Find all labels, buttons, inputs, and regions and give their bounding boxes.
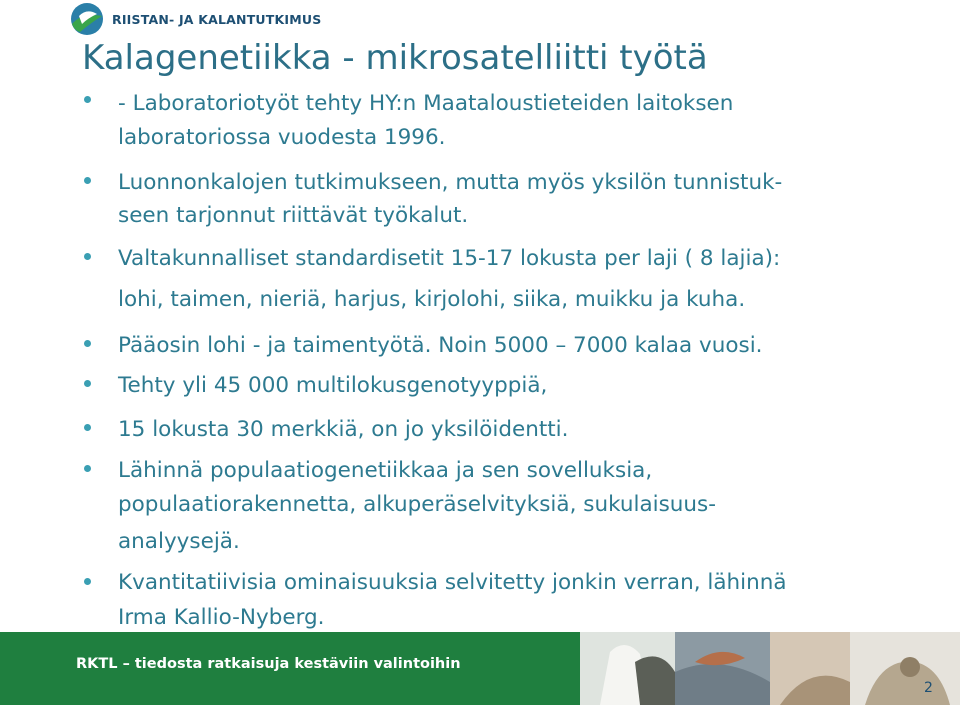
bullet: [84, 424, 91, 431]
bullet-line: Pääosin lohi - ja taimentyötä. Noin 5000 – 7000 kalaa vuosi.: [118, 333, 763, 358]
logo-text: RIISTAN- JA KALANTUTKIMUS: [112, 11, 322, 27]
bullet-line: Valtakunnalliset standardisetit 15-17 lokusta per laji ( 8 lajia):: [118, 246, 781, 271]
logo: [70, 2, 321, 36]
bullet: [84, 380, 91, 387]
bullet-line-continued: analyysejä.: [118, 529, 240, 554]
bullet-line-continued: seen tarjonnut riittävät työkalut.: [118, 203, 469, 228]
bullet-line: Luonnonkalojen tutkimukseen, mutta myös yksilön tunnistuk-: [118, 170, 783, 195]
bullet: [84, 96, 91, 103]
bullet-line-continued: populaatiorakennetta, alkuperäselvityksiä, sukulaisuus-: [118, 492, 717, 517]
bullet-line-continued: Irma Kallio-Nyberg.: [118, 605, 325, 630]
bullet: [84, 177, 91, 184]
bullet-line: Tehty yli 45 000 multilokusgenotyyppiä,: [118, 373, 548, 398]
slide-title: Kalagenetiikka - mikrosatelliitti työtä: [82, 38, 708, 78]
fish-circle-logo-icon: [70, 2, 104, 36]
nature-photo-strip: [580, 632, 960, 705]
bullet: [84, 340, 91, 347]
bullet-line: 15 lokusta 30 merkkiä, on jo yksilöidentti.: [118, 417, 569, 442]
bullet-line: Lähinnä populaatiogenetiikkaa ja sen sovelluksia,: [118, 458, 653, 483]
bullet-line-continued: lohi, taimen, nieriä, harjus, kirjolohi, siika, muikku ja kuha.: [118, 287, 746, 312]
bullet-line: - Laboratoriotyöt tehty HY:n Maataloustieteiden laitoksen: [118, 91, 734, 116]
bullet: [84, 465, 91, 472]
bullet-line: Kvantitatiivisia ominaisuuksia selvitetty jonkin verran, lähinnä: [118, 570, 787, 595]
bullet: [84, 253, 91, 260]
bullet: [84, 578, 91, 585]
page-number: 2: [924, 680, 933, 696]
footer-slogan: RKTL – tiedosta ratkaisuja kestäviin valintoihin: [76, 656, 461, 672]
bullet-line-continued: laboratoriossa vuodesta 1996.: [118, 125, 446, 150]
